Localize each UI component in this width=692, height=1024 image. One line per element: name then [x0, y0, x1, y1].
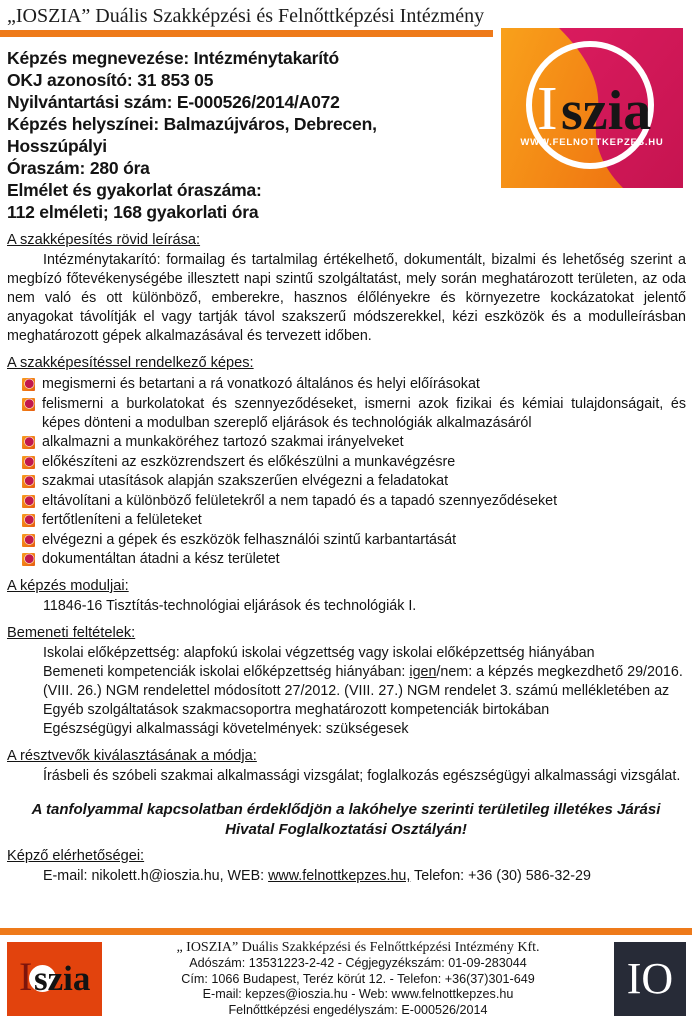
registry-number-line: Nyilvántartási szám: E-000526/2014/A072: [7, 92, 340, 112]
ioszia-logo-icon: [501, 28, 683, 188]
selection-paragraph: Írásbeli és szóbeli szakmai alkalmassági vizsgálat; foglalkozás egészségügyi alkalmassági vizsgálat.: [43, 768, 681, 784]
list-item-text: szakmai utasítások alapján szakszerűen elvégezni a feladatokat: [42, 473, 449, 489]
list-item-text: fertőtleníteni a felületeket: [42, 512, 202, 528]
list-item: [22, 550, 686, 569]
hours-line: Óraszám: 280 óra: [7, 158, 150, 178]
bullet-logo-icon: [22, 398, 35, 411]
footer-company-block: [102, 939, 614, 1018]
bullet-logo-icon: [22, 553, 35, 566]
entry-competency-line: [43, 663, 686, 720]
footer-company-name: „ IOSZIA” Duális Szakképzési és Felnőttképzési Intézmény Kft.: [176, 940, 540, 955]
bullet-logo-icon: [22, 534, 35, 547]
entry-competency-post: /nem: a képzés megkezdhető 29/2016. (VIII. 26.) NGM rendelettel módosított 27/2012. (VIII. 27.) NGM rendelet 3. számú mellékletében az Egyéb szolgáltatások szakmacsoportra meghatározott kompetenciák birtokában: [43, 664, 683, 718]
footer-content: [0, 935, 692, 1024]
logo-letters-szia: szia: [561, 80, 652, 142]
section-heading-modules: A képzés moduljai:: [7, 578, 129, 594]
list-item-text: alkalmazni a munkaköréhez tartozó szakmai irányelveket: [42, 434, 404, 450]
bullet-logo-icon: [22, 475, 35, 488]
section-heading-description: A szakképesítés rövid leírása:: [7, 232, 201, 248]
footer-logo-letters-szia: szia: [34, 958, 91, 998]
contact-email-text: E-mail: nikolett.h@ioszia.hu, WEB:: [43, 868, 269, 884]
footer-ioszia-logo-icon: [7, 942, 102, 1016]
contact-line: [7, 867, 686, 886]
entry-school-line: Iskolai előképzettség: alapfokú iskolai végzettség vagy iskolai előképzettség hiányában: [43, 645, 595, 661]
contact-phone-text: Telefon: +36 (30) 586-32-29: [410, 868, 591, 884]
footer-accent-bar: [0, 928, 692, 935]
locations-line: Képzés helyszínei: Balmazújváros, Debrecen,: [7, 114, 377, 134]
bullet-logo-icon: [22, 456, 35, 469]
section-heading-entry-requirements: Bemeneti feltételek:: [7, 625, 136, 641]
list-item-text: dokumentáltan átadni a kész területet: [42, 551, 280, 567]
entry-health-line: Egészségügyi alkalmassági követelmények: szükségesek: [43, 721, 409, 737]
bullet-logo-icon: [22, 436, 35, 449]
bullet-logo-icon: [22, 495, 35, 508]
footer-logo-letter-i: I: [19, 953, 33, 999]
list-item-text: eltávolítani a különböző felületekről a nem tapadó és a tapadó szennyeződéseket: [42, 492, 558, 509]
header-accent-bar: [0, 30, 493, 37]
section-heading-capabilities: A szakképesítéssel rendelkező képes:: [7, 355, 254, 371]
module-line: 11846-16 Tisztítás-technológiai eljárások és technológiák I.: [43, 598, 417, 614]
list-item: [22, 453, 686, 472]
capabilities-list: [22, 375, 686, 569]
list-item: [22, 395, 686, 433]
list-item-text: megismerni és betartani a rá vonatkozó általános és helyi előírásokat: [42, 376, 480, 392]
theory-practice-hours-line: 112 elméleti; 168 gyakorlati óra: [7, 202, 259, 222]
footer-io-logo-icon: IO: [614, 942, 686, 1016]
list-item: [22, 511, 686, 530]
section-heading-contact: Képző elérhetőségei:: [7, 848, 145, 864]
entry-competency-yes: igen: [409, 664, 437, 680]
list-item-text: felismerni a burkolatokat és szennyeződéseket, ismerni azok fizikai és kémiai tulajdonságait, és képes dönteni a modulban szereplő eljárások és technológiák alkalmazásáról: [42, 395, 686, 431]
course-name-line: Képzés megnevezése: Intézménytakarító: [7, 48, 340, 68]
footer-address-line: Cím: 1066 Budapest, Teréz körút 12. - Telefon: +36(37)301-649: [181, 971, 535, 986]
footer-email-web-line: E-mail: kepzes@ioszia.hu - Web: www.felnottkepzes.hu: [202, 987, 514, 1001]
theory-practice-label-line: Elmélet és gyakorlat óraszáma:: [7, 180, 262, 200]
entry-requirements-block: [7, 644, 686, 739]
section-heading-selection: A résztvevők kiválasztásának a módja:: [7, 748, 257, 764]
list-item-text: elvégezni a gépek és eszközök felhasználói szintű karbantartását: [42, 531, 457, 548]
locations-line-2: Hosszúpályi: [7, 136, 107, 156]
course-info-block: [7, 47, 485, 223]
ioszia-logo-graphic: [501, 28, 683, 188]
okj-id-line: OKJ azonosító: 31 853 05: [7, 70, 214, 90]
list-item: [22, 531, 686, 550]
bullet-logo-icon: [22, 514, 35, 527]
footer-license-line: Felnőttképzési engedélyszám: E-000526/2014: [228, 1002, 488, 1017]
list-item: [22, 375, 686, 394]
footer-tax-line: Adószám: 13531223-2-42 - Cégjegyzékszám: 01-09-283044: [189, 956, 527, 970]
list-item: [22, 433, 686, 452]
job-office-notice: A tanfolyammal kapcsolatban érdeklődjön a lakóhelye szerinti területileg illetékes Járási Hivatal Foglalkoztatási Osztályán!: [31, 801, 661, 838]
list-item: [22, 492, 686, 511]
list-item-text: előkészíteni az eszközrendszert és előkészülni a munkavégzésre: [42, 453, 456, 470]
entry-competency-pre: Bemeneti kompetenciák iskolai előképzettség hiányában:: [43, 664, 410, 680]
description-paragraph: Intézménytakarító: formailag és tartalmilag értékelhető, dokumentált, bizalmi és lehetőség szerint a megbízó főtevékenységébe illesztett napi szintű szolgáltatást, mely során meghatározott területen, az oda nem való és ott különböző, emberekre, hasznos élőlényekre és környezetre kockázatokat jelentő anyagokat távolítják el vagy tartják távol szakszerű módszerekkel, kézi eszközök és a modulleírásban meghatározott gépek alkalmazásával és tervezett időben.: [7, 252, 686, 344]
logo-letter-i: I: [537, 75, 558, 143]
footer: [0, 928, 692, 1024]
logo-url-text: WWW.FELNOTTKEPZES.HU: [520, 137, 664, 148]
bullet-logo-icon: [22, 378, 35, 391]
website-link[interactable]: www.felnottkepzes.hu,: [268, 868, 411, 884]
page-title: „IOSZIA” Duális Szakképzési és Felnőttképzési Intézmény: [7, 5, 485, 27]
list-item: [22, 472, 686, 491]
